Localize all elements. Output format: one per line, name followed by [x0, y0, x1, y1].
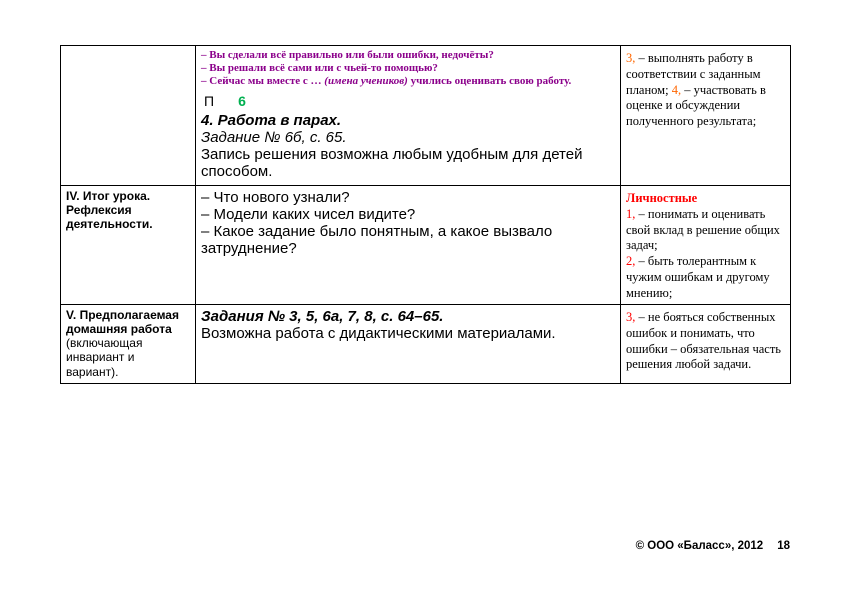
teacher-question-text: учились оценивать свою работу. — [407, 75, 572, 88]
task-number-badge: 6 — [238, 92, 246, 109]
teacher-question: – Вы решали всё сами или с чьей-то помощью? — [201, 62, 438, 75]
outcome-block — [626, 51, 782, 130]
outcome-text: – участвовать в оценке и обсуждении полученного результата; — [626, 82, 766, 128]
outcome-block — [626, 310, 782, 373]
cell-r2-activities — [196, 186, 621, 305]
workbook-marker-letter: П — [204, 92, 215, 109]
teacher-question: – Что нового узнали? — [201, 189, 350, 206]
teacher-question: – Вы сделали всё правильно или были ошибки, недочёты? — [201, 49, 494, 61]
outcome-text: – быть толерантным к чужим ошибкам и другому мнению; — [626, 254, 770, 300]
teacher-question: – Какое задание было понятным, а какое вызвало затруднение? — [201, 223, 553, 258]
cell-r1-outcomes — [621, 46, 791, 186]
workbook-marker — [204, 94, 614, 110]
footer — [0, 540, 790, 552]
task-reference: Задание № 6б, с. 65. — [201, 128, 347, 146]
teacher-question — [201, 75, 614, 88]
cell-r2-outcomes — [621, 186, 791, 305]
cell-r3-activities — [196, 305, 621, 384]
cell-r3-outcomes — [621, 305, 791, 384]
outcome-number: 4, — [671, 82, 682, 97]
homework-note: Возможна работа с дидактическими материалами. — [201, 325, 556, 343]
outcomes-category-title: Личностные — [626, 191, 698, 205]
outcome-block — [626, 207, 782, 254]
teacher-question-emphasis: (имена учеников) — [324, 75, 408, 88]
lesson-plan-table — [60, 45, 791, 384]
outcome-number: 2, — [626, 254, 636, 268]
outcome-text: – не бояться собственных ошибок и понимать, что ошибки – обязательная часть решения любой задачи. — [626, 310, 782, 372]
cell-r1-activities — [196, 46, 621, 186]
stage-title: IV. Итог урока. Рефлексия деятельности. — [66, 189, 153, 232]
outcome-block — [626, 254, 782, 301]
teacher-question-text: – Сейчас мы вместе с … — [201, 75, 325, 88]
outcome-number: 1, — [626, 206, 636, 221]
homework-tasks: Задания № 3, 5, 6а, 7, 8, с. 64–65. — [201, 308, 444, 325]
teacher-question: – Модели каких чисел видите? — [201, 206, 416, 224]
activity-note: Запись решения возможна любым удобным для детей способом. — [201, 145, 583, 180]
page-number: 18 — [777, 540, 790, 552]
cell-r2-stage — [61, 186, 196, 305]
stage-subtitle: (включающая инвариант и вариант). — [66, 336, 143, 379]
cell-r1-stage — [61, 46, 196, 186]
outcome-number: 3, — [626, 310, 636, 324]
outcome-text: – выполнять работу в соответствии с заданным планом; — [626, 51, 761, 97]
activity-heading: 4. Работа в парах. — [201, 111, 342, 129]
copyright-text: © ООО «Баласс», 2012 — [635, 540, 764, 552]
stage-title: V. Предполагаемая домашняя работа — [66, 308, 179, 337]
outcome-number: 3, — [626, 51, 636, 65]
outcome-text: – понимать и оценивать свой вклад в решение общих задач; — [626, 206, 780, 253]
cell-r3-stage — [61, 305, 196, 384]
